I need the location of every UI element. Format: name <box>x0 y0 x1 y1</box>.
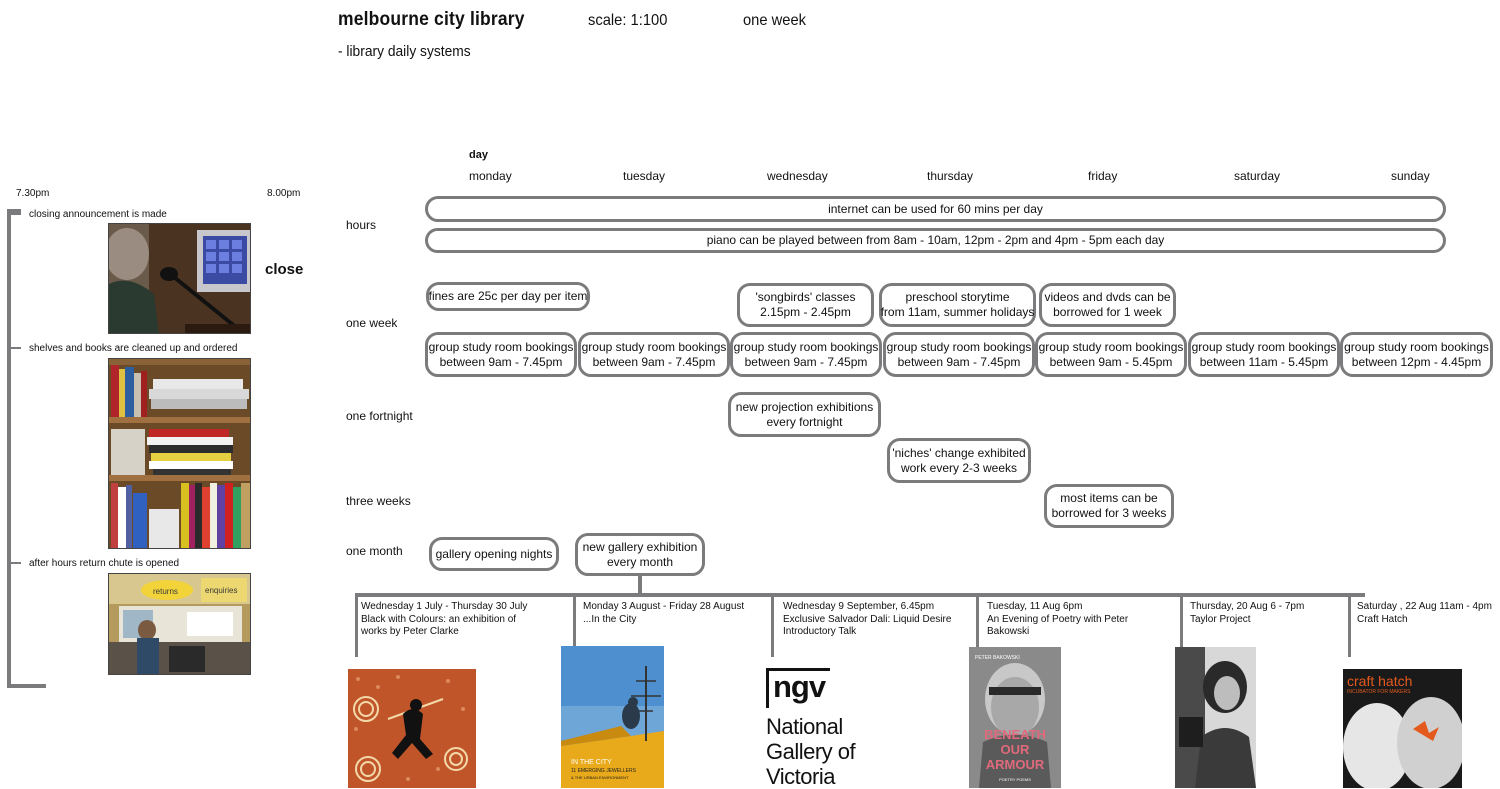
shelves-photo <box>108 358 251 549</box>
event-peter-clarke: Wednesday 1 July - Thursday 30 July Black with Colours: an exhibition of works by Peter Clarke <box>361 601 528 637</box>
events-axis <box>355 593 1365 597</box>
row-label: one week <box>346 316 398 330</box>
day-label: saturday <box>1234 169 1281 183</box>
city-poster-title: IN THE CITY <box>571 759 612 766</box>
day-label: friday <box>1088 169 1118 183</box>
enquiries-sign: enquiries <box>205 586 238 595</box>
step-label: shelves and books are cleaned up and ordered <box>29 343 238 354</box>
period-label: one week <box>743 12 807 29</box>
event-taylor-project: Thursday, 20 Aug 6 - 7pm Taylor Project <box>1190 601 1305 625</box>
event-tick <box>771 593 774 657</box>
announcement-photo <box>108 223 251 334</box>
timeline-tick-bottom <box>7 684 46 688</box>
bakowski-title: BENEATH OUR ARMOUR <box>984 727 1046 772</box>
scale-label: scale: 1:100 <box>588 12 668 29</box>
event-in-the-city: Monday 3 August - Friday 28 August ...In the City <box>583 601 745 625</box>
study-room-sunday: group study room bookings between 12pm - 4.45pm <box>1340 332 1493 377</box>
ngv-logo-mark <box>766 668 830 708</box>
in-the-city-poster <box>561 646 664 788</box>
study-room-tuesday: group study room bookings between 9am - 7.45pm <box>578 332 730 377</box>
time-start: 7.30pm <box>16 188 50 199</box>
taylor-project-photo <box>1175 647 1256 788</box>
city-poster-sub: 11 EMERGING JEWELLERS <box>571 768 636 774</box>
songbirds-class: 'songbirds' classes 2.15pm - 2.45pm <box>737 283 874 327</box>
row-label: three weeks <box>346 494 411 508</box>
new-gallery-exhibition: new gallery exhibition every month <box>575 533 705 576</box>
ngv-name: National Gallery of Victoria <box>766 714 856 789</box>
row-label: one fortnight <box>346 409 413 423</box>
peter-clarke-poster <box>348 669 476 788</box>
fines-rule: fines are 25c per day per item <box>426 282 590 311</box>
step-tick <box>11 213 21 215</box>
study-room-monday: group study room bookings between 9am - 7.45pm <box>425 332 577 377</box>
event-tick <box>1348 593 1351 657</box>
study-room-wednesday: group study room bookings between 9am - 7.45pm <box>730 332 882 377</box>
city-poster-sub2: & THE URBAN ENVIRONMENT <box>571 775 629 780</box>
day-label: wednesday <box>767 169 828 183</box>
step-label: closing announcement is made <box>29 209 167 220</box>
day-heading: day <box>469 149 488 161</box>
day-label: monday <box>469 169 512 183</box>
time-end: 8.00pm <box>267 188 301 199</box>
row-label: hours <box>346 218 377 232</box>
step-tick <box>11 347 21 349</box>
storytime-event: preschool storytime from 11am, summer holidays <box>879 283 1036 327</box>
event-craft-hatch: Saturday , 22 Aug 11am - 4pm Craft Hatch <box>1357 601 1492 625</box>
piano-rule: piano can be played between from 8am - 10am, 12pm - 2pm and 4pm - 5pm each day <box>425 228 1446 253</box>
craft-hatch-sub: INCUBATOR FOR MAKERS <box>1347 689 1411 695</box>
study-room-saturday: group study room bookings between 11am - 5.45pm <box>1188 332 1340 377</box>
study-room-friday: group study room bookings between 9am - 5.45pm <box>1035 332 1187 377</box>
page-title: melbourne city library <box>338 9 525 30</box>
page-subtitle: - library daily systems <box>338 43 471 60</box>
event-tick <box>355 593 358 657</box>
craft-hatch-poster <box>1343 669 1462 788</box>
video-loan-rule: videos and dvds can be borrowed for 1 week <box>1039 283 1176 327</box>
close-label: close <box>265 261 304 278</box>
row-label: one month <box>346 544 403 558</box>
step-label: after hours return chute is opened <box>29 558 180 569</box>
day-label: tuesday <box>623 169 666 183</box>
bakowski-author: PETER BAKOWSKI <box>975 655 1020 661</box>
ngv-logo-text: ngv <box>773 669 826 704</box>
internet-rule: internet can be used for 60 mins per day <box>425 196 1446 222</box>
study-room-thursday: group study room bookings between 9am - 7.45pm <box>883 332 1035 377</box>
returns-photo <box>108 573 251 675</box>
niches-exhibitions: 'niches' change exhibited work every 2-3 weeks <box>887 438 1031 483</box>
timeline-bar <box>7 209 11 688</box>
day-label: thursday <box>927 169 974 183</box>
step-tick <box>11 562 21 564</box>
projection-exhibitions: new projection exhibitions every fortnight <box>728 392 881 437</box>
day-label: sunday <box>1391 169 1430 183</box>
event-poetry-evening: Tuesday, 11 Aug 6pm An Evening of Poetry with Peter Bakowski <box>987 601 1129 637</box>
returns-sign: returns <box>153 587 178 596</box>
bakowski-sub: POETRY POEMS <box>999 777 1031 782</box>
craft-hatch-title: craft hatch <box>1347 673 1413 689</box>
gallery-opening-nights: gallery opening nights <box>429 537 559 571</box>
beneath-our-armour-poster <box>969 647 1061 788</box>
event-dali-talk: Wednesday 9 September, 6.45pm Exclusive Salvador Dali: Liquid Desire Introductory Talk <box>783 601 952 637</box>
three-week-loan-rule: most items can be borrowed for 3 weeks <box>1044 484 1174 528</box>
